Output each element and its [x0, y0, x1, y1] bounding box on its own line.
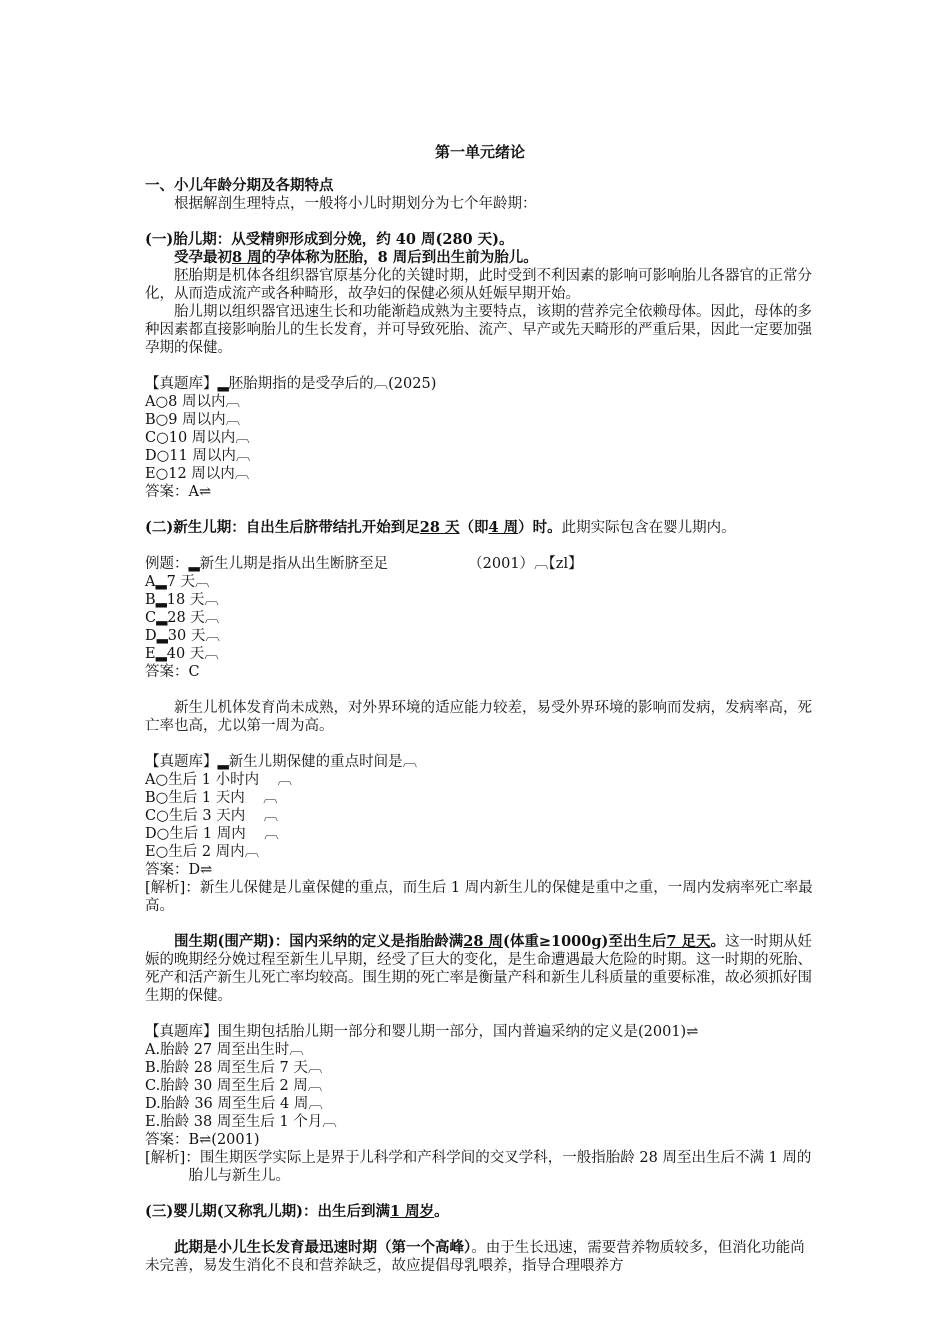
neonatal-weeks: 4 周	[488, 519, 519, 536]
question-2-option-c: C▂28 天︹	[145, 610, 220, 626]
question-4-answer: 答案：B⇌(2001)	[145, 1132, 260, 1148]
fetal-emphasis	[145, 249, 815, 267]
section-heading: 一、小儿年龄分期及各期特点	[145, 177, 334, 194]
perinatal-heading-text-2: (体重≥1000g)至出生后	[502, 933, 667, 950]
question-2-answer: 答案：C	[145, 664, 200, 680]
neonatal-paragraph: 新生儿机体发育尚未成熟，对外界环境的适应能力较差，易受外界环境的影响而发病，发病率高，死亡率也高，尤以第一周为高。	[145, 700, 812, 734]
question-3-option-b: B○生后 1 天内 ︹	[145, 790, 278, 806]
perinatal-heading-text-3: 。	[710, 933, 725, 950]
question-4-analysis: [解析]：围生期医学实际上是界于儿科学和产科学间的交叉学科，一般指胎龄 28 周至出生后不满 1 周的胎儿与新生儿。	[145, 1150, 812, 1184]
perinatal-weeks: 28 周	[463, 933, 503, 950]
question-1-option-c: C○10 周以内︹	[145, 430, 250, 446]
question-3-option-e: E○生后 2 周内︹	[145, 844, 260, 860]
neonatal-heading-text-3: ）时。	[518, 519, 562, 536]
question-3-stem: 【真题库】▂新生儿期保健的重点时间是︹	[145, 754, 418, 770]
perinatal-paragraph	[145, 933, 815, 1005]
neonatal-heading-text: (二)新生儿期：自出生后脐带结扎开始到足	[145, 519, 420, 536]
question-3-option-a: A○生后 1 小时内 ︹	[145, 772, 293, 788]
question-2-option-a: A▂7 天︹	[145, 574, 210, 590]
question-2-stem-year: （2001）︹【zl】	[468, 556, 583, 572]
neonatal-note: 此期实际包含在婴儿期内。	[561, 520, 736, 536]
section-intro: 根据解剖生理特点，一般将小儿时期划分为七个年龄期：	[174, 196, 537, 212]
question-2-stem	[145, 555, 815, 573]
infant-emphasis: 此期是小儿生长发育最迅速时期（第一个高峰）	[174, 1239, 472, 1256]
question-2-option-e: E▂40 天︹	[145, 646, 219, 662]
infant-body: 。由于生长迅速，需要营养物质较多，但消化功能尚未完善，易发生消化不良和营养缺乏，故应提倡母乳喂养，指导合理喂养方	[145, 1240, 805, 1274]
question-3-option-c: C○生后 3 天内 ︹	[145, 808, 279, 824]
fetal-emphasis-text: 受孕最初	[174, 249, 232, 266]
neonatal-heading-text-2: （即	[459, 519, 489, 536]
document-page	[145, 143, 815, 1275]
question-4-stem: 【真题库】围生期包括胎儿期一部分和婴儿期一部分，国内普遍采纳的定义是(2001)⇌	[145, 1024, 699, 1040]
question-2-option-b: B▂18 天︹	[145, 592, 219, 608]
infant-heading-text-2: 。	[434, 1203, 449, 1220]
perinatal-body: 这一时期从妊娠的晚期经分娩过程至新生儿早期，经受了巨大的变化，是生命遭遇最大危险的时期。这一时期的死胎、死产和活产新生儿死亡率均较高。围生期的死亡率是衡量产科和新生儿科质量的重要标准，故必须抓好围生期的保健。	[145, 934, 812, 1004]
neonatal-days: 28 天	[419, 519, 460, 536]
fetal-paragraph-2: 胎儿期以组织器官迅速生长和功能渐趋成熟为主要特点，该期的营养完全依赖母体。因此，母体的多种因素都直接影响胎儿的生长发育，并可导致死胎、流产、早产或先天畸形的严重后果，因此一定要加强孕期的保健。	[145, 304, 812, 356]
question-2-option-d: D▂30 天︹	[145, 628, 220, 644]
fetal-heading: (一)胎儿期：从受精卵形成到分娩，约 40 周(280 天)。	[145, 231, 514, 248]
question-1-option-b: B○9 周以内︹	[145, 412, 241, 428]
fetal-paragraph-1: 胚胎期是机体各组织器官原基分化的关键时期，此时受到不利因素的影响可影响胎儿各器官的正常分化，从而造成流产或各种畸形，故孕妇的保健必须从妊娠早期开始。	[145, 268, 812, 302]
question-3-option-d: D○生后 1 周内 ︹	[145, 826, 279, 842]
question-4-option-d: D.胎龄 36 周至生后 4 周︹	[145, 1096, 323, 1112]
question-2-stem-text: 例题：▂新生儿期是指从出生断脐至足	[145, 556, 389, 572]
question-1-option-e: E○12 周以内︹	[145, 466, 250, 482]
fetal-emphasis-weeks: 8 周	[232, 249, 262, 266]
question-1-option-a: A○8 周以内︹	[145, 394, 240, 410]
page-title: 第一单元绪论	[434, 143, 525, 161]
question-4-option-a: A.胎龄 27 周至出生时︹	[145, 1042, 304, 1058]
question-3-analysis: [解析]：新生儿保健是儿童保健的重点，而生后 1 周内新生儿的保健是重中之重，一周内发病率死亡率最高。	[145, 880, 813, 914]
infant-age: 1 周岁	[389, 1203, 435, 1220]
question-4-option-e: E.胎龄 38 周至生后 1 个月︹	[145, 1114, 337, 1130]
infant-heading-text: (三)婴儿期(又称乳儿期)：出生后到满	[145, 1203, 390, 1220]
infant-paragraph	[145, 1239, 815, 1275]
question-1-stem: 【真题库】▂胚胎期指的是受孕后的︹(2025)	[145, 376, 437, 392]
neonatal-heading	[145, 519, 815, 537]
question-1-option-d: D○11 周以内︹	[145, 448, 251, 464]
question-4-option-c: C.胎龄 30 周至生后 2 周︹	[145, 1078, 323, 1094]
question-4-option-b: B.胎龄 28 周至生后 7 天︹	[145, 1060, 323, 1076]
perinatal-heading-text: 围生期(围产期)：国内采纳的定义是指胎龄满	[174, 933, 464, 950]
infant-heading	[145, 1203, 815, 1221]
question-1-answer: 答案：A⇌	[145, 484, 212, 500]
perinatal-days: 7 足天	[666, 933, 711, 950]
fetal-emphasis-text-2: 的孕体称为胚胎，8 周后到出生前为胎儿。	[261, 249, 538, 266]
question-3-answer: 答案：D⇌	[145, 862, 213, 878]
